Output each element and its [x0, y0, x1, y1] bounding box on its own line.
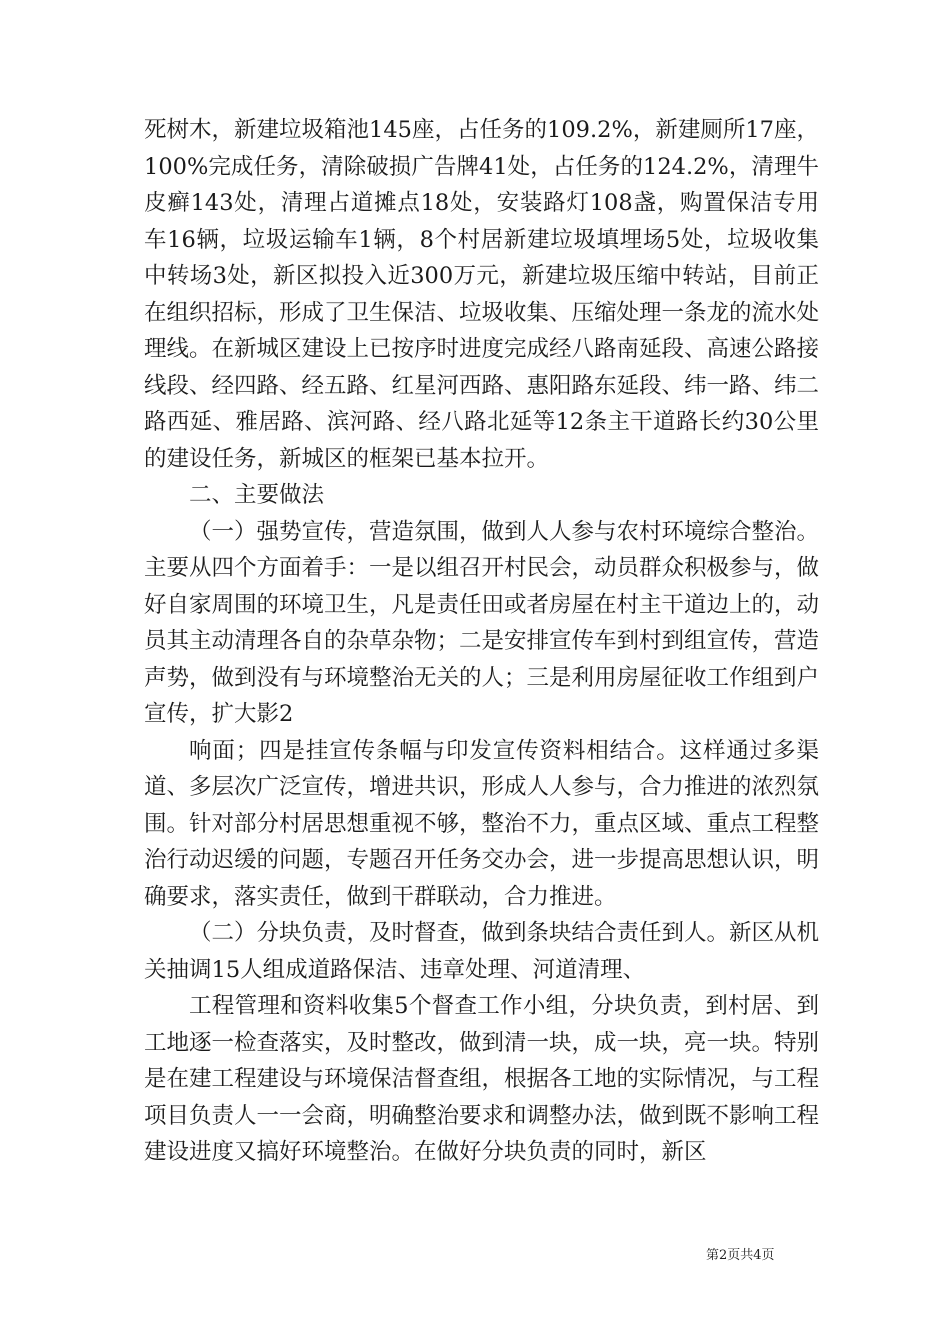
document-body — [144, 112, 819, 1171]
paragraph-publicity-continued: 响面；四是挂宣传条幅与印发宣传资料相结合。这样通过多渠道、多层次广泛宣传，增进共识，形成人人参与，合力推进的浓烈氛围。针对部分村居思想重视不够，整治不力，重点区域、重点工程整治行动迟缓的问题，专题召开任务交办会，进一步提高思想认识，明确要求，落实责任，做到干群联动，合力推进。 — [144, 737, 820, 910]
paragraph-publicity: （一）强势宣传，营造氛围，做到人人参与农村环境综合整治。主要从四个方面着手：一是以组召开村民会，动员群众积极参与，做好自家周围的环境卫生，凡是责任田或者房屋在村主干道边上的，动员其主动清理各自的杂草杂物；二是安排宣传车到村到组宣传，营造声势，做到没有与环境整治无关的人；三是利用房屋征收工作组到户宣传，扩大影2 — [144, 518, 820, 727]
page-number-footer: 第2页共4页 — [706, 1248, 775, 1263]
section-heading-main-methods: 二、主要做法 — [189, 482, 325, 508]
paragraph-block-responsibility: （二）分块负责，及时督查，做到条块结合责任到人。新区从机关抽调15人组成道路保洁、违章处理、河道清理、 — [144, 920, 820, 983]
paragraph-results-continued: 死树木，新建垃圾箱池145座，占任务的109.2%，新建厕所17座，100%完成任务，清除破损广告牌41处，占任务的124.2%，清理牛皮癣143处，清理占道摊点18处，安装路灯108盏，购置保洁专用车16辆，垃圾运输车1辆，8个村居新建垃圾填埋场5处，垃圾收集中转场3处，新区拟投入近300万元，新建垃圾压缩中转站，目前正在组织招标，形成了卫生保洁、垃圾收集、压缩处理一条龙的流水处理线。在新城区建设上已按序时进度完成经八路南延段、高速公路接线段、经四路、经五路、红星河西路、惠阳路东延段、纬一路、纬二路西延、雅居路、滨河路、经八路北延等12条主干道路长约30公里的建设任务，新城区的框架已基本拉开。 — [144, 117, 820, 472]
paragraph-inspection-groups: 工程管理和资料收集5个督查工作小组，分块负责，到村居、到工地逐一检查落实，及时整改，做到清一块，成一块，亮一块。特别是在建工程建设与环境保洁督查组，根据各工地的实际情况，与工程项目负责人一一会商，明确整治要求和调整办法，做到既不影响工程建设进度又搞好环境整治。在做好分块负责的同时，新区 — [144, 993, 820, 1165]
